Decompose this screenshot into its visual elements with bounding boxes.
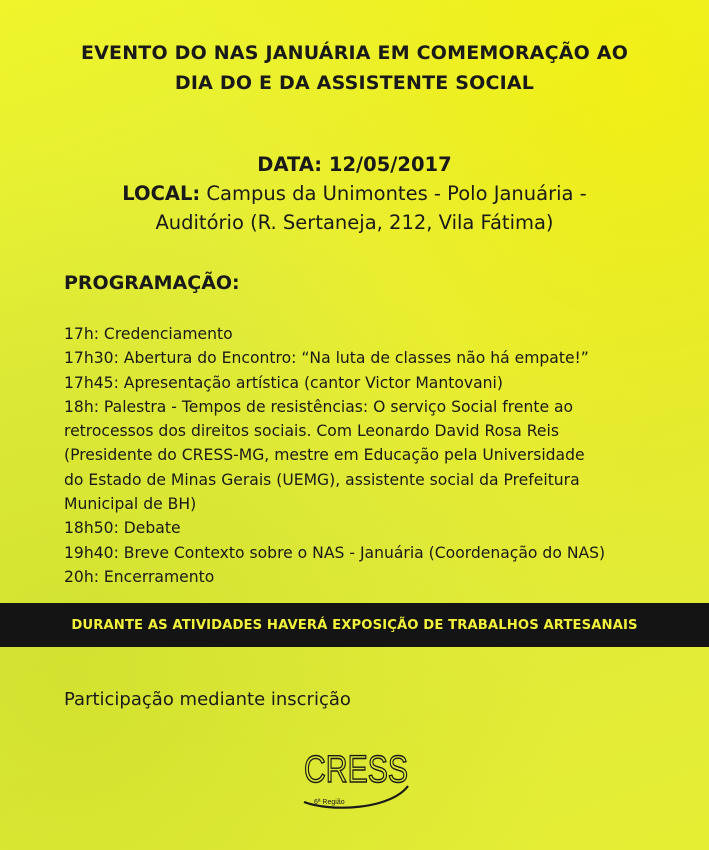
cress-logo xyxy=(300,742,412,810)
programacao-line: retrocessos dos direitos sociais. Com Leonardo David Rosa Reis xyxy=(64,422,559,441)
programacao-line: (Presidente do CRESS-MG, mestre em Educação pela Universidade xyxy=(64,446,585,465)
programacao-line: Municipal de BH) xyxy=(64,495,197,514)
logo-wordmark: CRESS xyxy=(304,749,408,791)
event-title-line-2: DIA DO E DA ASSISTENTE SOCIAL xyxy=(174,72,535,94)
programacao-line: 17h30: Abertura do Encontro: “Na luta de classes não há empate!” xyxy=(64,349,589,368)
location-text-1: Campus da Unimontes - Polo Januária - xyxy=(200,182,587,205)
exposicao-banner-text: DURANTE AS ATIVIDADES HAVERÁ EXPOSIÇÃO DE TRABALHOS ARTESANAIS xyxy=(71,617,638,633)
programacao-line: do Estado de Minas Gerais (UEMG), assistente social da Prefeitura xyxy=(64,470,580,489)
event-title xyxy=(0,38,709,98)
logo-region: 6ª Região xyxy=(314,799,345,806)
exposicao-banner xyxy=(0,603,709,647)
event-info xyxy=(0,150,709,237)
programacao-line: 18h: Palestra - Tempos de resistências: O serviço Social frente ao xyxy=(64,397,574,416)
programacao-line: 20h: Encerramento xyxy=(64,567,215,586)
programacao-line: 17h: Credenciamento xyxy=(64,325,233,343)
programacao-line: 17h45: Apresentação artística (cantor Victor Mantovani) xyxy=(64,373,503,392)
event-date: DATA: 12/05/2017 xyxy=(257,153,452,176)
location-label: LOCAL: xyxy=(122,182,201,205)
programacao-line: 18h50: Debate xyxy=(64,519,181,538)
programacao-list xyxy=(64,322,694,589)
participacao-note: Participação mediante inscrição xyxy=(64,689,351,710)
event-location-line-2: Auditório (R. Sertaneja, 212, Vila Fátima) xyxy=(155,211,554,234)
event-location-line-1 xyxy=(0,179,709,208)
programacao-line: 19h40: Breve Contexto sobre o NAS - Januária (Coordenação do NAS) xyxy=(64,543,606,562)
event-title-line-1: EVENTO DO NAS JANUÁRIA EM COMEMORAÇÃO AO xyxy=(80,42,629,64)
programacao-heading: PROGRAMAÇÃO: xyxy=(64,272,240,294)
